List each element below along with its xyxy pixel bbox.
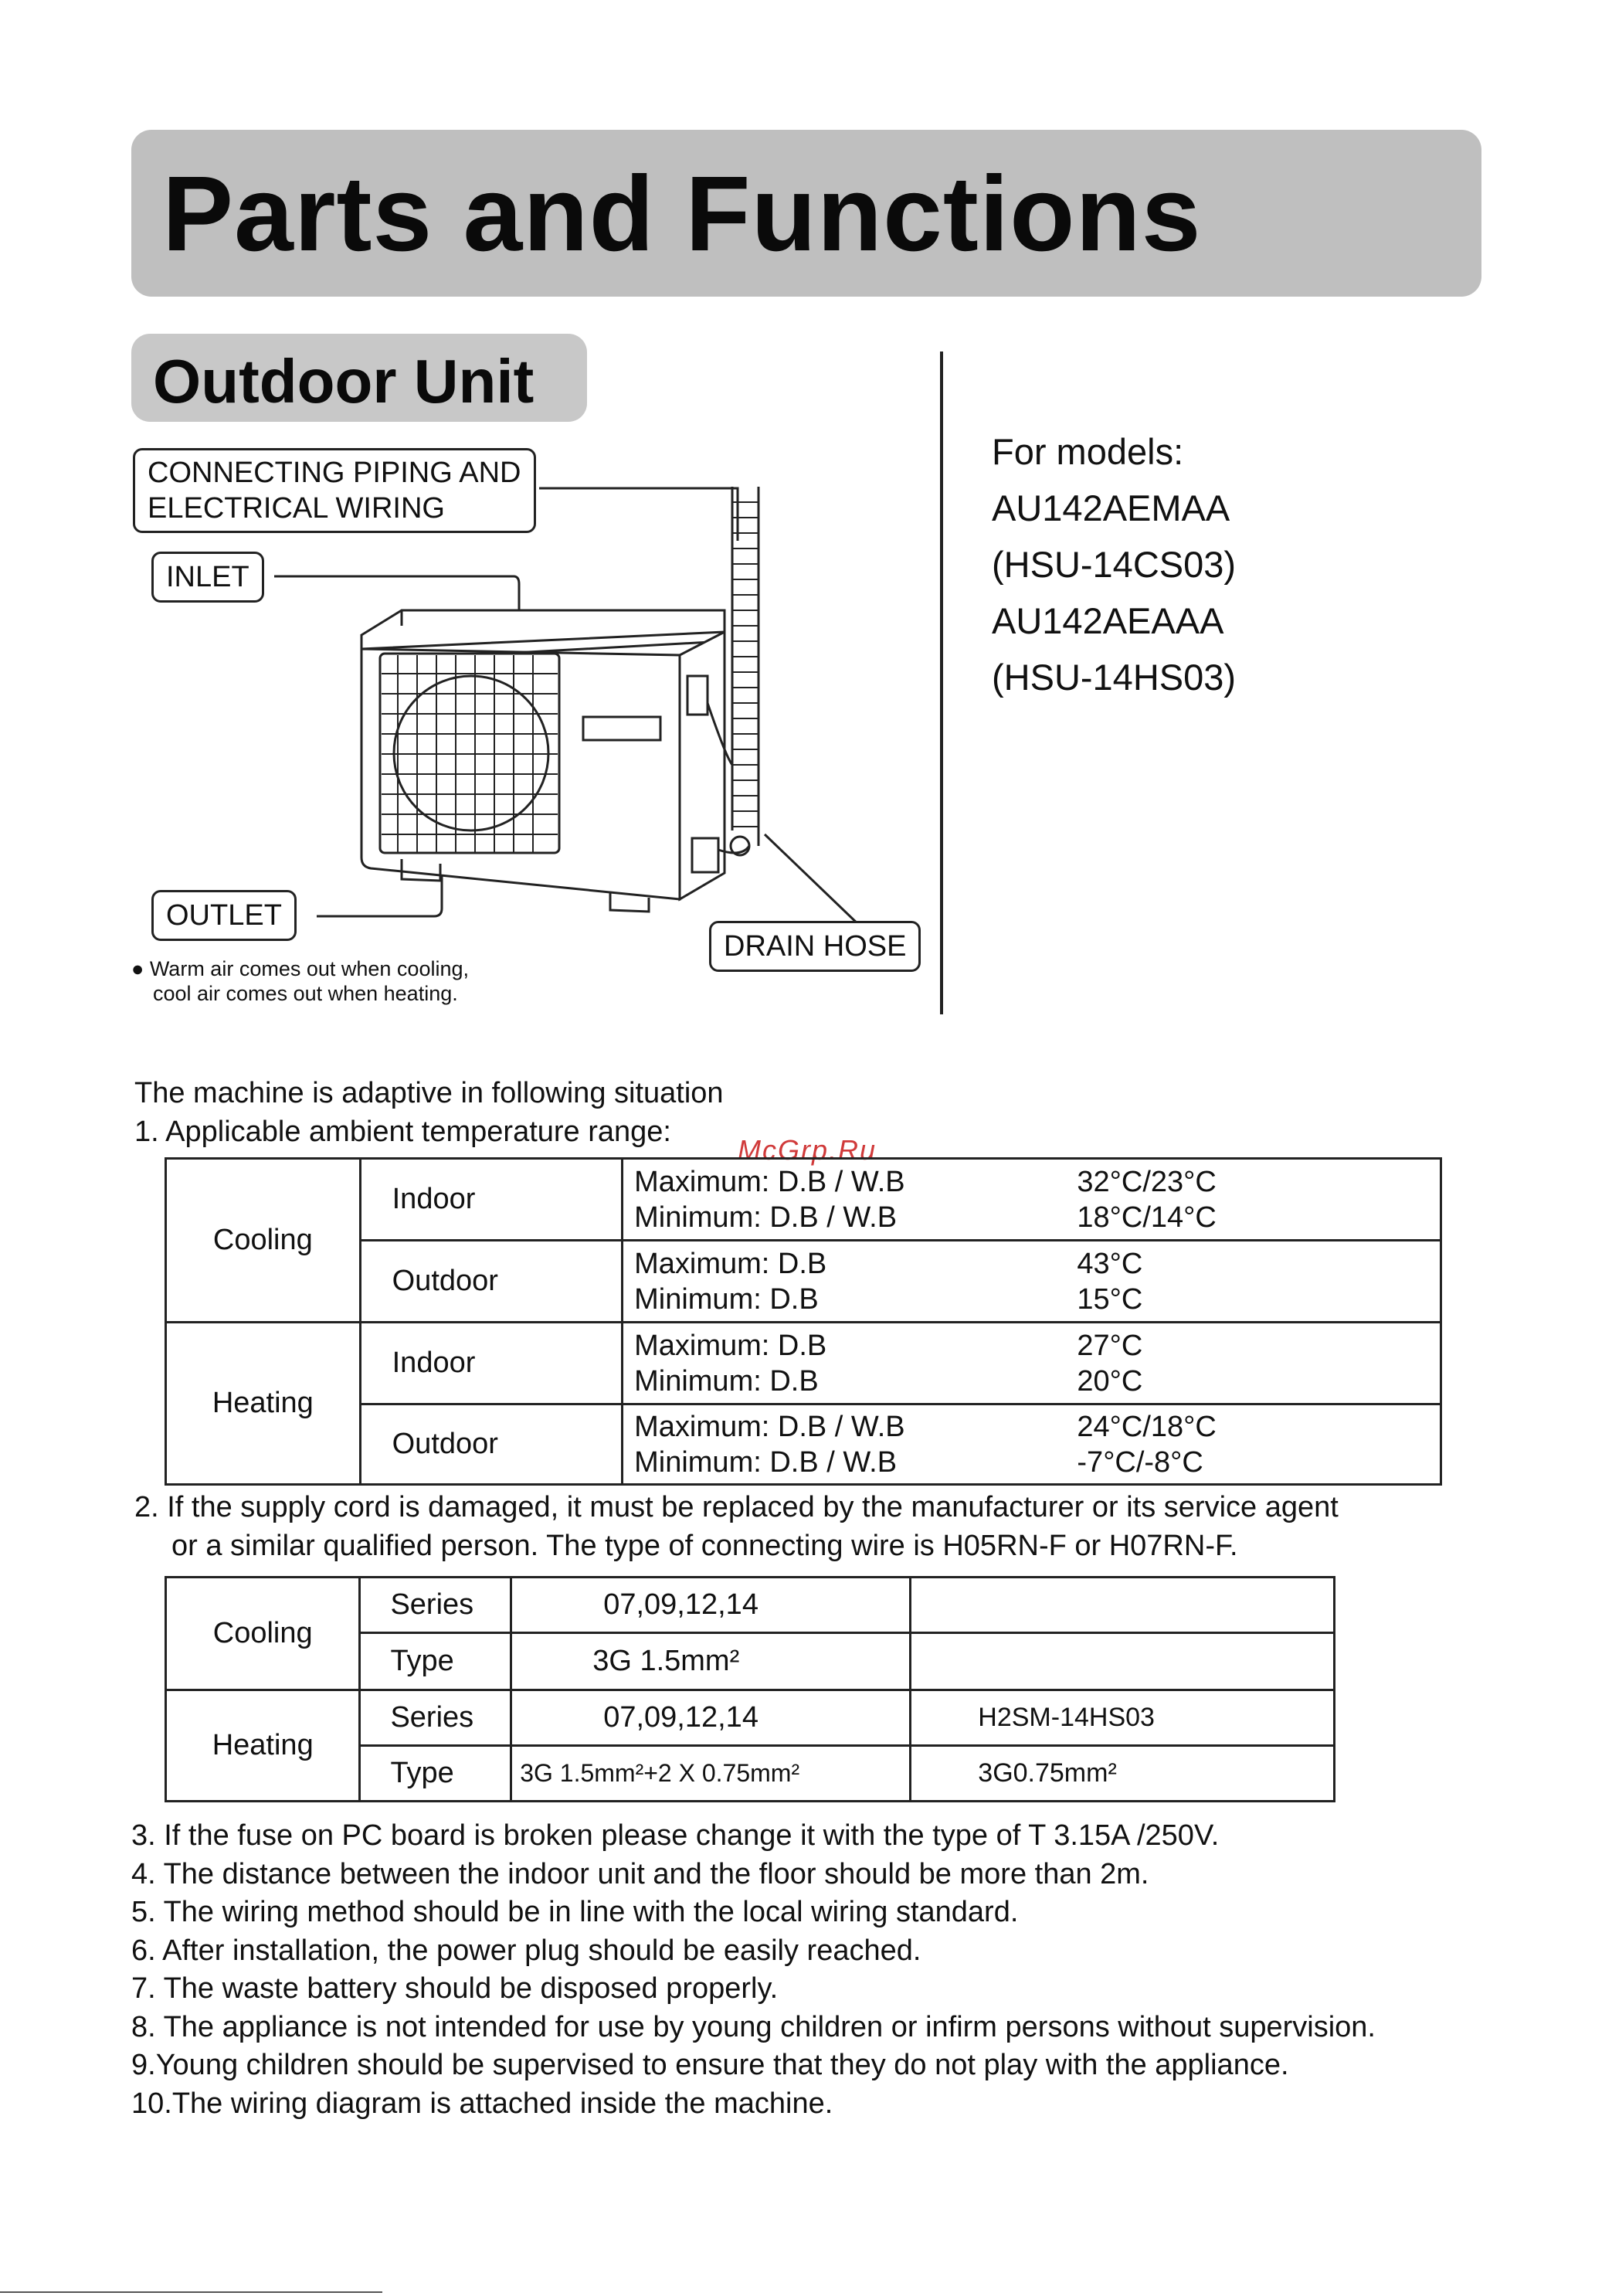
type-label: Type [360,1746,511,1802]
series-label: Series [360,1578,511,1633]
dbwb-label: D.B / W.B [777,1165,905,1198]
value: 18°C/14°C [1077,1201,1217,1234]
db-label: D.B [769,1282,819,1316]
inlet-callout: INLET [151,552,264,603]
temperature-range-table [165,1157,1442,1486]
heating-label: Heating [166,1323,361,1485]
inlet-leader-line [274,576,519,610]
dbwb-label: D.B / W.B [777,1410,905,1443]
airflow-note [131,956,469,1006]
max-label: Maximum: [634,1165,770,1198]
model-item: AU142AEAAA [992,600,1224,641]
heating-indoor-values [1061,1323,1441,1404]
heating-outdoor-values [1061,1404,1441,1485]
cooling-label: Cooling [166,1159,361,1323]
list-item: 6. After installation, the power plug should be easily reached. [131,1934,921,1967]
outdoor-label: Outdoor [360,1241,622,1323]
models-label: For models: [992,431,1184,472]
page-title: Parts and Functions [162,155,1202,273]
dbwb-label: D.B / W.B [769,1445,898,1479]
cooling-indoor-conditions [623,1159,1062,1241]
min-label: Minimum: [634,1445,762,1479]
list-item: 10.The wiring diagram is attached inside the machine. [131,2087,833,2120]
value: 32°C/23°C [1077,1165,1217,1198]
empty-cell [911,1633,1335,1690]
list-item: 9.Young children should be supervised to ensure that they do not play with the appliance. [131,2049,1289,2081]
heating-series-value: 07,09,12,14 [511,1690,911,1746]
drain-leader-line [765,834,861,927]
max-label: Maximum: [634,1247,770,1280]
cooling-outdoor-values [1061,1241,1441,1323]
model-item: (HSU-14CS03) [992,544,1237,585]
heating-model-type-value: 3G0.75mm² [911,1746,1335,1802]
model-item: (HSU-14HS03) [992,657,1237,698]
cooling-label: Cooling [166,1578,360,1690]
model-item: AU142AEMAA [992,487,1230,528]
heating-outdoor-conditions [623,1404,1062,1485]
cooling-type-value: 3G 1.5mm² [511,1633,911,1690]
list-item: 3. If the fuse on PC board is broken please change it with the type of T 3.15A /250V. [131,1819,1220,1852]
value: 24°C/18°C [1077,1410,1217,1443]
intro-line1: The machine is adaptive in following situation [134,1077,724,1109]
list-item: 7. The waste battery should be disposed properly. [131,1972,779,2005]
db-label: D.B [777,1329,827,1362]
section-title: Outdoor Unit [153,347,535,416]
item2-line2: or a similar qualified person. The type of connecting wire is H05RN-F or H07RN-F. [171,1530,1238,1562]
value: -7°C/-8°C [1077,1445,1203,1479]
piping-leader-line [539,488,738,541]
max-label: Maximum: [634,1410,770,1443]
outdoor-label: Outdoor [360,1404,622,1485]
db-label: D.B [769,1364,819,1398]
watermark: McGrp.Ru [738,1134,877,1166]
value: 20°C [1077,1364,1143,1398]
intro-line2: 1. Applicable ambient temperature range: [134,1116,671,1148]
connecting-wire-table [165,1576,1335,1802]
piping-callout-line2: ELECTRICAL WIRING [148,492,445,525]
connecting-pipe [732,487,758,846]
type-label: Type [360,1633,511,1690]
heating-type-value: 3G 1.5mm²+2 X 0.75mm² [511,1746,911,1802]
min-label: Minimum: [634,1364,762,1398]
series-label: Series [360,1690,511,1746]
footer-rule [0,2291,382,2293]
list-item: 4. The distance between the indoor unit and the floor should be more than 2m. [131,1857,1149,1890]
indoor-label: Indoor [360,1323,622,1404]
outlet-callout: OUTLET [151,890,297,941]
max-label: Maximum: [634,1329,770,1362]
piping-callout [133,448,536,533]
cooling-series-value: 07,09,12,14 [511,1578,911,1633]
note-line1: Warm air comes out when cooling, [149,957,469,980]
heating-indoor-conditions [623,1323,1062,1404]
heating-label: Heating [166,1690,360,1802]
bullet-icon: ● [131,957,144,980]
item2-line1: 2. If the supply cord is damaged, it must be replaced by the manufacturer or its service agent [134,1491,1339,1523]
min-label: Minimum: [634,1201,762,1234]
indoor-label: Indoor [360,1159,622,1241]
cooling-outdoor-conditions [623,1241,1062,1323]
list-item: 8. The appliance is not intended for use by young children or infirm persons without supervision. [131,2010,1376,2043]
note-line2: cool air comes out when heating. [153,982,458,1005]
notes-list [131,1817,1376,2123]
min-label: Minimum: [634,1282,762,1316]
drain-hose-callout: DRAIN HOSE [709,921,921,972]
db-label: D.B [777,1247,827,1280]
empty-cell [911,1578,1335,1633]
cooling-indoor-values [1061,1159,1441,1241]
value: 15°C [1077,1282,1143,1316]
list-item: 5. The wiring method should be in line with the local wiring standard. [131,1896,1019,1928]
value: 27°C [1077,1329,1143,1362]
value: 43°C [1077,1247,1143,1280]
piping-callout-line1: CONNECTING PIPING AND [148,457,521,489]
heating-model-value: H2SM-14HS03 [911,1690,1335,1746]
dbwb-label: D.B / W.B [769,1201,898,1234]
